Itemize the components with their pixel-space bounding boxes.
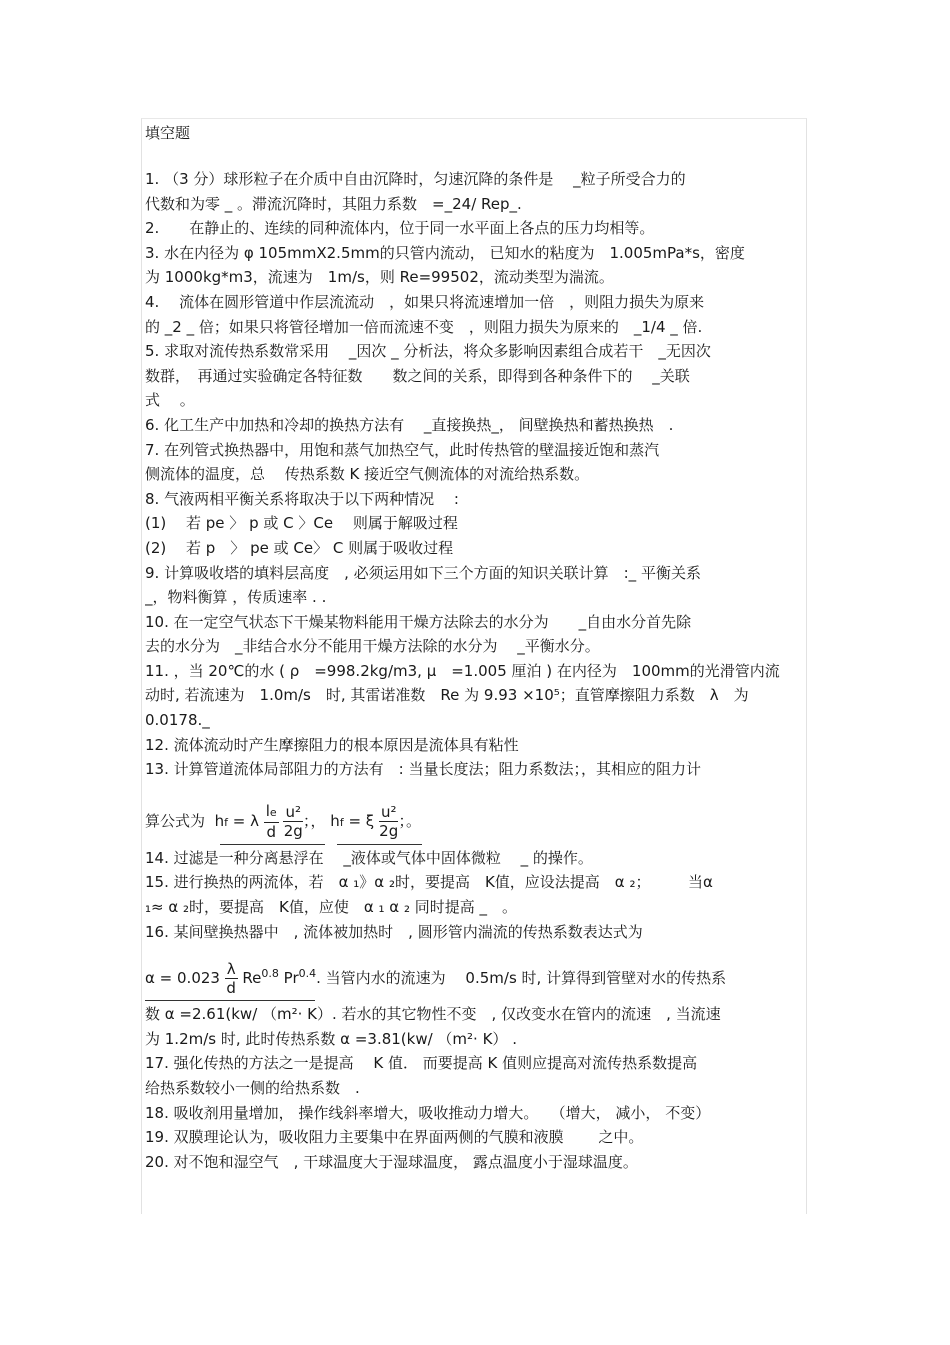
resistance-formula [145, 782, 805, 846]
text-line: _，物料衡算 ，传质速率 . . [145, 588, 327, 607]
text-line: 17. 强化传热的方法之一是提高 K 值． 而要提高 K 值则应提高对流传热系数提高 [145, 1054, 698, 1073]
text-line: 4. 流体在圆形管道中作层流流动 ，如果只将流速增加一倍 ，则阻力损失为原来 [145, 292, 705, 311]
fraction-le-d: $\frac{le}{d}$ [265, 801, 277, 841]
text-line: 15. 进行换热的两流体，若 α ₁》α ₂时，要提高 K值，应设法提高 α ₂； 当α [145, 873, 713, 892]
text-line: 0.0178._ [145, 711, 210, 730]
text-line: 10. 在一定空气状态下干燥某物料能用干燥方法除去的水分为 _自由水分首先除 [145, 612, 692, 631]
text-line: 12. 流体流动时产生摩擦阻力的根本原因是流体具有粘性 [145, 735, 519, 754]
text-line: 去的水分为 _非结合水分不能用干燥方法除的水分为 _平衡水分。 [145, 637, 600, 656]
text-line: 14. 过滤是一种分离悬浮在 _液体或气体中固体微粒 _ 的操作。 [145, 848, 593, 867]
doc-body [145, 167, 805, 1174]
text-line: 3. 水在内径为 φ 105mmX2.5mm的只管内流动， 已知水的粘度为 1.005mPa*s，密度 [145, 243, 745, 262]
text-line: 11. ，当 20℃的水 ( ρ =998.2kg/m3, μ =1.005 厘泊 ) 在内径为 100mm的光滑管内流 [145, 661, 780, 680]
text-line: 代数和为零 _ 。滞流沉降时，其阻力系数 =_24/ Rep_. [145, 194, 522, 213]
text-line: 18. 吸收剂用量增加， 操作线斜率增大，吸收推动力增大。 （增大， 减小， 不变） [145, 1103, 711, 1122]
doc-title: 填空题 [145, 124, 191, 142]
text-line: 为 1000kg*m3，流速为 1m/s，则 Re=99502，流动类型为湍流。 [145, 268, 614, 287]
text-line: 13. 计算管道流体局部阻力的方法有 : 当量长度法；阻力系数法；，其相应的阻力计 [145, 760, 701, 779]
text-line: 数群， 再通过实验确定各特征数 数之间的关系，即得到各种条件下的 _关联 [145, 366, 690, 385]
fraction-u2-2g: $\frac{\text{u²}}{2g}$ [379, 802, 399, 840]
text-line: 式 。 [145, 391, 195, 410]
fraction-u2-2g: $\frac{\text{u²}}{2g}$ [283, 802, 303, 840]
text-line: 16. 某间壁换热器中 , 流体被加热时 , 圆形管内湍流的传热系数表达式为 [145, 922, 643, 941]
text-line: 8. 气液两相平衡关系将取决于以下两种情况 : [145, 489, 459, 508]
answer-underline [145, 1000, 315, 1001]
text-line: (1) 若 pe 〉 p 或 C 〉Ce 则属于解吸过程 [145, 514, 458, 533]
text-line: 动时, 若流速为 1.0m/s 时, 其雷诺准数 Re 为 9.93 ×10⁵；直管摩擦阻力系数 λ 为 [145, 686, 749, 705]
text-line: 侧流体的温度，总 传热系数 K 接近空气侧流体的对流给热系数。 [145, 465, 590, 484]
answer-underline [337, 844, 422, 845]
text-line: (2) 若 p 〉 pe 或 Ce〉 C 则属于吸收过程 [145, 538, 454, 557]
text-line: 5. 求取对流传热系数常采用 _因次 _ 分析法，将众多影响因素组合成若干 _无因次 [145, 342, 711, 361]
text-line: 9. 计算吸收塔的填料层高度 , 必须运用如下三个方面的知识关联计算 :_ 平衡关系 [145, 563, 701, 582]
text-line: 20. 对不饱和湿空气 , 干球温度大于湿球温度， 露点温度小于湿球温度。 [145, 1152, 638, 1171]
text-line: 6. 化工生产中加热和冷却的换热方法有 _直接换热_， 间壁换热和蓄热换热 . [145, 415, 674, 434]
text-line: 数 α =2.61(kw/ （m²· K）. 若水的其它物性不变 , 仅改变水在管内的流速 , 当流速 [145, 1005, 721, 1024]
text-line: 的 _2 _ 倍；如果只将管径增加一倍而流速不变 ，则阻力损失为原来的 _1/4 _ 倍. [145, 317, 703, 336]
text-line: 2. 在静止的、连续的同种流体内，位于同一水平面上各点的压力均相等。 [145, 219, 655, 238]
text-line: 为 1.2m/s 时, 此时传热系数 α =3.81(kw/ （m²· K） . [145, 1029, 517, 1048]
text-line: 19. 双膜理论认为，吸收阻力主要集中在界面两侧的气膜和液膜 之中。 [145, 1128, 644, 1147]
text-line: 7. 在列管式换热器中，用饱和蒸气加热空气，此时传热管的壁温接近饱和蒸汽 [145, 440, 660, 459]
text-line: 给热系数较小一侧的给热系数 . [145, 1079, 360, 1097]
answer-underline [220, 844, 325, 845]
heat-transfer-formula: α = 0.023 $\frac{\lambda}{d}$ $Re^{0.8}$ $Pr^{0.4}$. 当管内水的流速为 0.5m/s 时, 计算得到管壁对水的传热系 [145, 944, 805, 1002]
fraction-lambda-d: $\frac{\lambda}{d}$ [226, 960, 236, 998]
text-line: ₁≈ α ₂时，要提高 K值，应使 α ₁ α ₂ 同时提高 _ 。 [145, 898, 517, 917]
formula-label: 算公式为 hf = λ $\frac{le}{d}$ $\frac{\text{u²}}{2g}$ ；， hf = ξ $\frac{\text{u²}}{2g}$ ；。 [145, 801, 421, 841]
text-line: 1. （3 分）球形粒子在介质中自由沉降时，匀速沉降的条件是 _粒子所受合力的 [145, 170, 686, 188]
